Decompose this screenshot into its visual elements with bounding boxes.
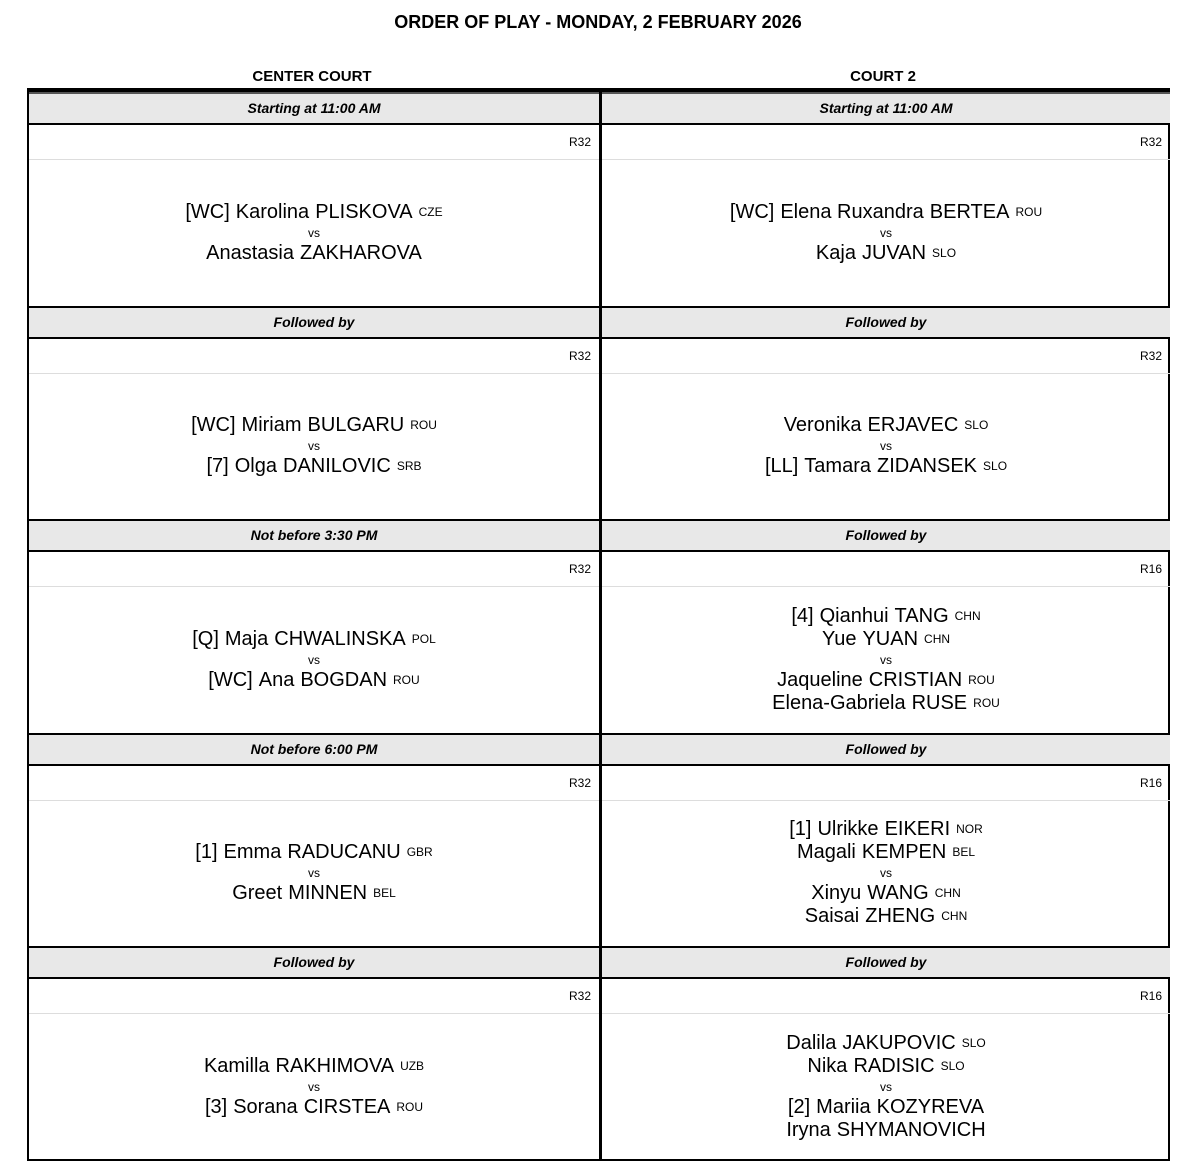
player-country: SLO	[964, 418, 989, 433]
player-last-name: KEMPEN	[861, 841, 947, 864]
court-name-court2: COURT 2	[850, 68, 916, 85]
vs-label: vs	[308, 1079, 320, 1094]
slot-time: Followed by	[29, 306, 599, 339]
player-country: CHN	[954, 608, 981, 623]
court-column-center	[29, 92, 600, 1160]
match-slot	[602, 733, 1170, 947]
player-line	[807, 1055, 964, 1078]
player-line	[208, 669, 419, 692]
player-last-name: WANG	[867, 882, 929, 905]
slot-time: Starting at 11:00 AM	[29, 92, 599, 125]
player-country: SLO	[961, 1035, 986, 1050]
player-first-name: Dalila	[786, 1031, 837, 1054]
player-country: SLO	[940, 1058, 965, 1073]
round-label: R32	[602, 339, 1170, 374]
player-country: BEL	[952, 845, 976, 860]
player-first-name: Kamilla	[203, 1054, 270, 1077]
player-line	[811, 882, 961, 905]
player-last-name: MINNEN	[288, 882, 368, 905]
player-seed: [WC]	[185, 200, 230, 223]
player-country: ROU	[396, 1099, 424, 1114]
player-seed: [WC]	[729, 200, 775, 223]
match	[29, 1014, 599, 1160]
round-label: R32	[29, 339, 599, 374]
match	[602, 374, 1170, 520]
schedule-grid	[27, 92, 1170, 1161]
player-first-name: Mariia	[816, 1095, 871, 1118]
player-line	[786, 1119, 985, 1142]
player-seed: [3]	[204, 1095, 228, 1118]
player-last-name: CIRSTEA	[303, 1095, 391, 1118]
player-seed: [LL]	[764, 455, 799, 478]
player-last-name: JAKUPOVIC	[842, 1031, 956, 1054]
round-label: R16	[602, 552, 1170, 587]
vs-label: vs	[880, 225, 892, 240]
player-country: ROU	[410, 418, 437, 433]
player-line	[730, 201, 1042, 224]
player-first-name: Greet	[232, 882, 283, 905]
player-first-name: Elena Ruxandra	[780, 200, 924, 223]
round-label: R32	[29, 552, 599, 587]
vs-label: vs	[308, 439, 320, 454]
player-seed: [4]	[791, 604, 814, 627]
player-first-name: Qianhui	[819, 604, 889, 627]
match-slot	[602, 92, 1170, 306]
player-last-name: JUVAN	[861, 241, 927, 264]
player-line	[786, 1032, 985, 1055]
court-name-center: CENTER COURT	[252, 68, 372, 85]
player-line	[207, 455, 422, 478]
player-last-name: RADUCANU	[287, 841, 401, 864]
slot-time: Followed by	[602, 519, 1170, 552]
match	[602, 801, 1170, 947]
player-first-name: Ana	[258, 668, 295, 691]
player-last-name: PLISKOVA	[315, 200, 413, 223]
player-line	[805, 905, 967, 928]
player-last-name: ZHENG	[865, 905, 936, 928]
player-line	[191, 414, 437, 437]
player-country: ROU	[973, 695, 1000, 710]
vs-label: vs	[308, 866, 320, 881]
player-country: SLO	[932, 245, 957, 260]
round-label: R32	[29, 979, 599, 1014]
player-line	[206, 242, 422, 265]
match	[29, 801, 599, 947]
match	[29, 160, 599, 306]
player-country: CZE	[418, 204, 443, 219]
player-country: UZB	[400, 1058, 425, 1073]
player-first-name: Sorana	[233, 1095, 298, 1118]
player-last-name: KOZYREVA	[876, 1095, 985, 1118]
vs-label: vs	[880, 866, 892, 881]
player-last-name: ZAKHAROVA	[299, 241, 422, 264]
player-last-name: BERTEA	[929, 200, 1010, 223]
player-line	[765, 455, 1007, 478]
player-line	[192, 628, 436, 651]
player-line	[791, 605, 980, 628]
player-first-name: Miriam	[241, 414, 302, 437]
player-country: POL	[411, 631, 436, 646]
player-line	[816, 242, 956, 265]
vs-label: vs	[308, 652, 320, 667]
player-last-name: BOGDAN	[300, 668, 388, 691]
vs-label: vs	[880, 1079, 892, 1094]
player-first-name: Jaqueline	[777, 668, 863, 691]
match	[602, 1014, 1170, 1160]
page-title: ORDER OF PLAY - MONDAY, 2 FEBRUARY 2026	[394, 12, 802, 32]
slot-time: Not before 6:00 PM	[29, 733, 599, 766]
match	[602, 587, 1170, 733]
player-first-name: Nika	[807, 1054, 848, 1077]
slot-time: Followed by	[602, 946, 1170, 979]
match-slot	[29, 92, 599, 306]
player-line	[788, 1096, 984, 1119]
player-seed: [WC]	[208, 668, 253, 691]
slot-time: Followed by	[602, 306, 1170, 339]
player-last-name: EIKERI	[884, 818, 951, 841]
match-slot	[29, 306, 599, 520]
match-slot	[29, 519, 599, 733]
match	[29, 374, 599, 520]
court-column-court2	[600, 92, 1170, 1160]
player-last-name: DANILOVIC	[283, 455, 391, 478]
player-first-name: Karolina	[235, 200, 310, 223]
player-country: ROU	[393, 672, 420, 687]
player-country: GBR	[406, 845, 433, 860]
player-seed: [1]	[789, 818, 812, 841]
player-last-name: YUAN	[862, 627, 919, 650]
player-seed: [1]	[195, 841, 218, 864]
player-line	[772, 692, 1000, 715]
vs-label: vs	[880, 652, 892, 667]
match-slot	[602, 946, 1170, 1160]
player-line	[185, 201, 442, 224]
player-seed: [2]	[787, 1095, 811, 1118]
player-first-name: Yue	[821, 627, 857, 650]
player-last-name: RADISIC	[853, 1054, 935, 1077]
match	[29, 587, 599, 733]
player-first-name: Anastasia	[206, 241, 294, 264]
round-label: R32	[602, 125, 1170, 160]
player-line	[789, 818, 983, 841]
match-slot	[602, 519, 1170, 733]
player-first-name: Kaja	[815, 241, 856, 264]
player-last-name: ZIDANSEK	[877, 455, 978, 478]
player-line	[204, 1055, 424, 1078]
player-country: CHN	[941, 909, 968, 924]
player-first-name: Xinyu	[811, 882, 862, 905]
match-slot	[602, 306, 1170, 520]
player-seed: [7]	[206, 455, 229, 478]
player-line	[195, 841, 432, 864]
round-label: R16	[602, 766, 1170, 801]
player-last-name: CHWALINSKA	[274, 627, 406, 650]
player-seed: [WC]	[191, 414, 236, 437]
player-first-name: Olga	[234, 455, 277, 478]
player-line	[777, 669, 995, 692]
player-line	[232, 882, 396, 905]
player-last-name: TANG	[894, 604, 949, 627]
player-first-name: Tamara	[804, 455, 871, 478]
player-country: SLO	[983, 459, 1008, 474]
slot-time: Not before 3:30 PM	[29, 519, 599, 552]
round-label: R16	[602, 979, 1170, 1014]
player-line	[822, 628, 950, 651]
match-slot	[29, 733, 599, 947]
player-last-name: ERJAVEC	[867, 414, 959, 437]
player-line	[784, 414, 989, 437]
player-first-name: Emma	[223, 841, 282, 864]
player-first-name: Maja	[224, 627, 269, 650]
player-first-name: Iryna	[786, 1118, 831, 1141]
player-country: CHN	[934, 886, 961, 901]
player-last-name: BULGARU	[307, 414, 405, 437]
player-country: ROU	[1015, 204, 1043, 219]
player-last-name: RAKHIMOVA	[275, 1054, 395, 1077]
player-seed: [Q]	[192, 627, 219, 650]
player-first-name: Veronika	[783, 414, 862, 437]
match-slot	[29, 946, 599, 1160]
player-country: BEL	[373, 886, 396, 901]
match	[602, 160, 1170, 306]
slot-time: Followed by	[29, 946, 599, 979]
player-last-name: SHYMANOVICH	[836, 1118, 986, 1141]
vs-label: vs	[880, 439, 892, 454]
player-first-name: Elena-Gabriela	[772, 691, 906, 714]
player-country: ROU	[968, 672, 995, 687]
slot-time: Followed by	[602, 733, 1170, 766]
player-country: NOR	[956, 822, 983, 837]
player-line	[205, 1096, 423, 1119]
player-last-name: RUSE	[911, 691, 968, 714]
player-country: CHN	[924, 631, 951, 646]
vs-label: vs	[308, 225, 320, 240]
player-last-name: CRISTIAN	[868, 668, 963, 691]
slot-time: Starting at 11:00 AM	[602, 92, 1170, 125]
player-first-name: Saisai	[804, 905, 860, 928]
player-country: SRB	[396, 459, 422, 474]
player-first-name: Magali	[796, 841, 856, 864]
player-first-name: Ulrikke	[817, 818, 879, 841]
round-label: R32	[29, 125, 599, 160]
round-label: R32	[29, 766, 599, 801]
player-line	[797, 841, 975, 864]
